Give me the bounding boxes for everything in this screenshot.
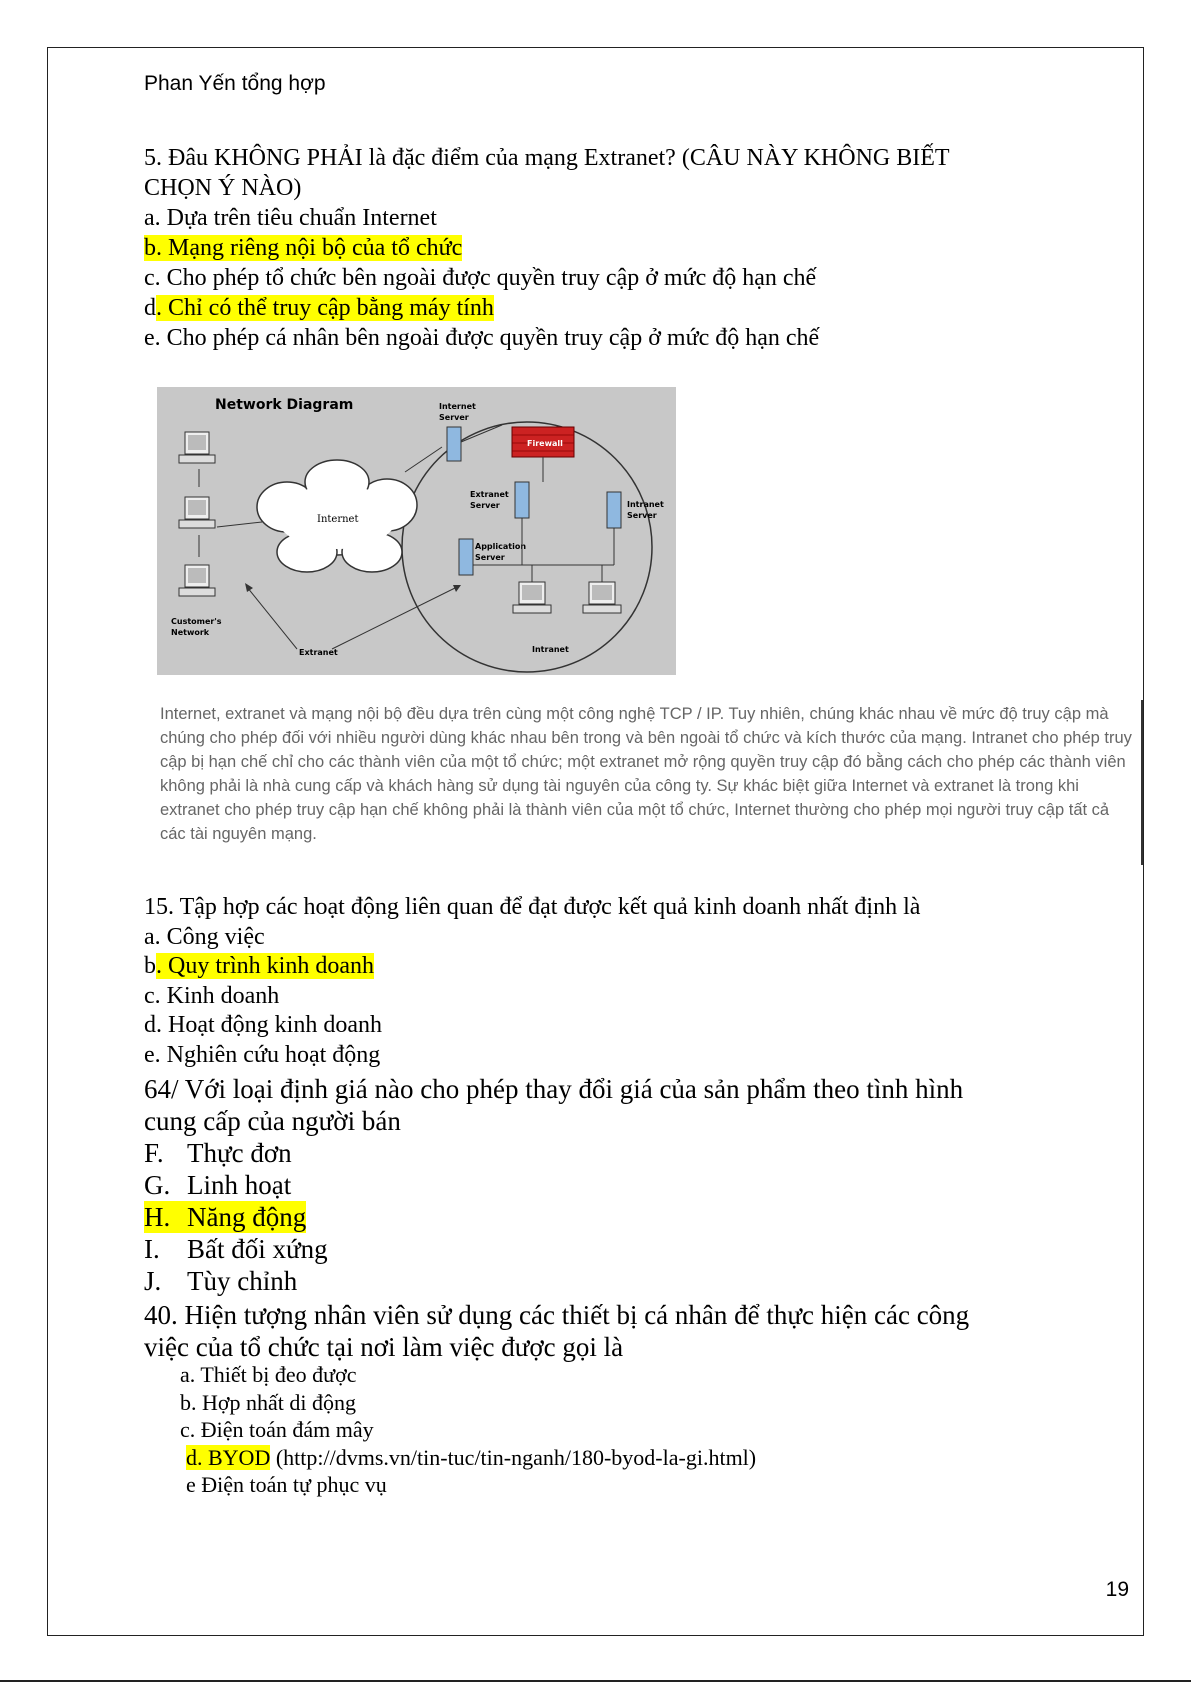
option-a: a. Công việc <box>144 923 265 950</box>
option-d-highlighted: . Chỉ có thể truy cập bằng máy tính <box>156 295 494 321</box>
intranet-computer-icon <box>583 582 621 613</box>
question-64-text-line1: 64/ Với loại định giá nào cho phép thay đổi giá của sản phẩm theo tình hình <box>144 1074 964 1104</box>
network-diagram-image <box>157 387 676 675</box>
question-64-text-line2: cung cấp của người bán <box>144 1106 401 1136</box>
option-j: J. Tùy chỉnh <box>144 1266 298 1296</box>
svg-text:Network: Network <box>171 628 210 637</box>
server-icon <box>607 492 621 528</box>
svg-text:Server: Server <box>475 553 505 562</box>
question-15 <box>144 893 920 1070</box>
option-e: e Điện toán tự phục vụ <box>186 1472 387 1497</box>
svg-text:Extranet: Extranet <box>470 490 509 499</box>
question-40 <box>144 1299 969 1363</box>
intranet-computer-icon <box>513 582 551 613</box>
option-d-highlighted: d. BYOD <box>186 1444 271 1470</box>
option-h-highlighted: H. Năng động <box>144 1202 307 1232</box>
question-40-options <box>180 1361 756 1499</box>
option-b: b. Quy trình kinh doanh <box>144 953 374 979</box>
svg-text:Internet: Internet <box>439 402 476 411</box>
question-40-text-line2: việc của tổ chức tại nơi làm việc được gọi là <box>144 1332 624 1362</box>
reference-link: (http://dvms.vn/tin-tuc/tin-nganh/180-byod-la-gi.html) <box>270 1444 757 1470</box>
option-a: a. Dựa trên tiêu chuẩn Internet <box>144 205 437 231</box>
option-b: b. Hợp nhất di động <box>180 1389 357 1415</box>
svg-text:Application: Application <box>475 542 527 551</box>
explanation-text: Internet, extranet và mạng nội bộ đều dựa trên cùng một công nghệ TCP / IP. Tuy nhiên, chúng khác nhau về mức độ truy cập mà chúng cho phép đối với nhiều người dùng khác nhau bên trong và bên ngoài tổ chức và kích thước của mạng. Intranet cho phép truy cập bị hạn chế chỉ cho các thành viên của một tổ chức; một extranet mở rộng quyền truy cập đó bằng cách cho phép các thành viên không phải là nhà cung cấp và khách hàng sử dụng tài nguyên của công ty. Sự khác biệt giữa Internet và extranet là trong khi extranet cho phép truy cập hạn chế không phải là thành viên của một tổ chức, Internet thường cho phép mọi người truy cập tất cả các tài nguyên mạng. <box>160 705 1132 843</box>
option-b-highlighted: b. Mạng riêng nội bộ của tổ chức <box>144 235 463 261</box>
server-icon <box>447 427 461 461</box>
svg-text:Intranet: Intranet <box>532 645 569 654</box>
diagram-title: Network Diagram <box>215 397 354 413</box>
question-64 <box>144 1073 963 1297</box>
server-icon <box>515 482 529 518</box>
question-15-text: 15. Tập hợp các hoạt động liên quan để đạt được kết quả kinh doanh nhất định là <box>144 894 921 920</box>
screenshot-edge-line <box>1141 700 1143 865</box>
page-number: 19 <box>1105 1578 1129 1601</box>
option-f: F. Thực đơn <box>144 1138 292 1168</box>
option-c: c. Điện toán đám mây <box>180 1417 374 1442</box>
option-d <box>180 1444 756 1472</box>
page-bottom-line <box>0 1680 1191 1682</box>
option-c: c. Kinh doanh <box>144 982 280 1009</box>
option-e: e. Cho phép cá nhân bên ngoài được quyền truy cập ở mức độ hạn chế <box>144 325 820 351</box>
page-header: Phan Yến tổng hợp <box>144 72 326 95</box>
svg-text:Firewall: Firewall <box>527 439 563 448</box>
option-d: d. Chỉ có thể truy cập bằng máy tính <box>144 295 494 321</box>
option-d: d. Hoạt động kinh doanh <box>144 1012 382 1038</box>
svg-text:Server: Server <box>470 501 500 510</box>
internet-label: Internet <box>317 514 359 525</box>
svg-text:Extranet: Extranet <box>299 648 338 657</box>
question-5-text-line2: CHỌN Ý NÀO) <box>144 175 302 201</box>
option-a: a. Thiết bị đeo được <box>180 1362 357 1387</box>
svg-text:Customer's: Customer's <box>171 617 222 626</box>
question-5-text-line1: 5. Đâu KHÔNG PHẢI là đặc điểm của mạng Extranet? (CÂU NÀY KHÔNG BIẾT <box>144 145 950 171</box>
option-i: I. Bất đối xứng <box>144 1234 328 1264</box>
svg-text:Server: Server <box>439 413 469 422</box>
svg-text:Server: Server <box>627 511 657 520</box>
question-5 <box>144 143 950 353</box>
option-e: e. Nghiên cứu hoạt động <box>144 1041 381 1068</box>
question-40-text-line1: 40. Hiện tượng nhân viên sử dụng các thiết bị cá nhân để thực hiện các công <box>144 1300 970 1330</box>
option-g: G. Linh hoạt <box>144 1170 292 1200</box>
server-icon <box>459 539 473 575</box>
option-b-highlighted: . Quy trình kinh doanh <box>156 953 374 979</box>
option-c: c. Cho phép tổ chức bên ngoài được quyền truy cập ở mức độ hạn chế <box>144 265 817 291</box>
svg-text:Intranet: Intranet <box>627 500 664 509</box>
